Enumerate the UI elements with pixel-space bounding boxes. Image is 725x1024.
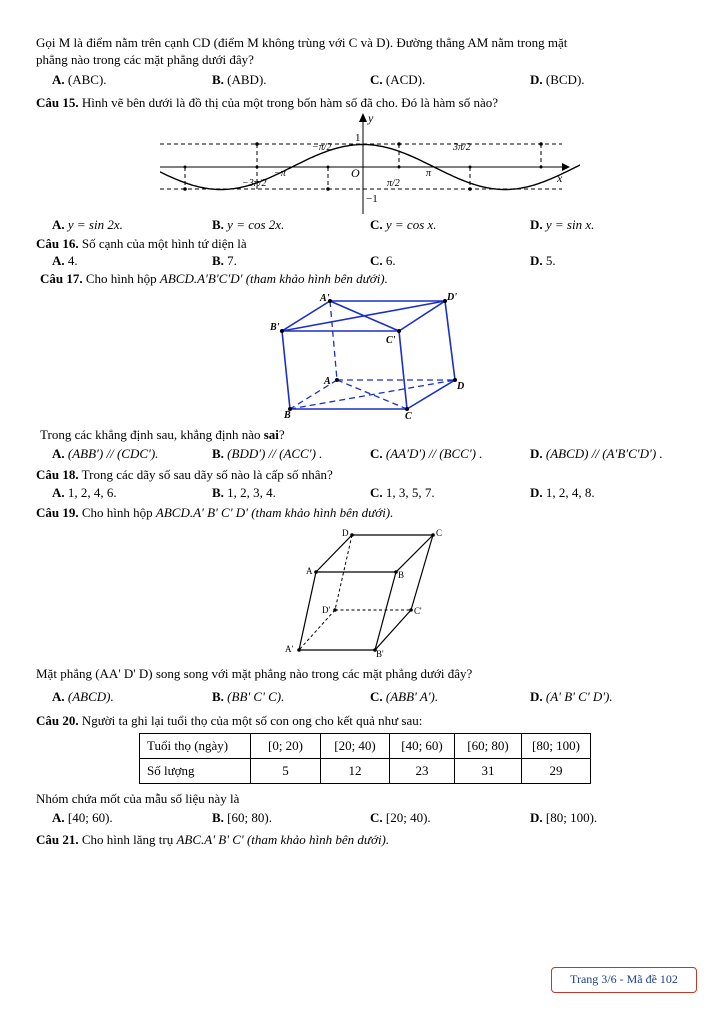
label-d: D xyxy=(457,381,465,392)
parallelepiped-figure-blue xyxy=(262,290,472,422)
table-cell: [20; 40) xyxy=(321,734,390,759)
table-header-lifespan: Tuổi thọ (ngày) xyxy=(140,734,251,759)
question-15: Câu 15. Hình vẽ bên dưới là đồ thị của một trong bốn hàm số đã cho. Đó là hàm số nào? xyxy=(36,95,498,110)
option-d: D. (ABCD) // (A′B′C′D′) . xyxy=(530,446,663,461)
label2-c: C xyxy=(436,528,443,538)
q17-stem: Trong các khẳng định sau, khẳng định nào sai? xyxy=(40,427,285,442)
option-b: B. y = cos 2x. xyxy=(212,217,285,232)
option-a: A. (ABC). xyxy=(52,72,107,87)
intro-line-2: phẳng nào trong các mặt phẳng dưới đây? xyxy=(36,52,254,67)
option-d: D. 1, 2, 4, 8. xyxy=(530,485,595,500)
question-18: Câu 18. Trong các dãy số sau dãy số nào là cấp số nhân? xyxy=(36,467,333,482)
q18-options xyxy=(52,485,702,503)
option-b: B. (BDD′) // (ACC′) . xyxy=(212,446,323,461)
label-a-prime: A' xyxy=(320,293,330,304)
option-b: B. (ABD). xyxy=(212,72,267,87)
x-tick-neg-3pi-2: −3π/2 xyxy=(242,178,267,189)
option-b: B. 7. xyxy=(212,253,237,268)
y-axis-label: y xyxy=(368,111,374,125)
intro-line-1: Gọi M là điểm nằm trên cạnh CD (điểm M không trùng với C và D). Đường thẳng AM nằm trong mặt xyxy=(36,35,568,50)
y-axis-arrow-icon xyxy=(359,113,367,122)
parallelepiped-figure-black xyxy=(278,526,458,660)
option-d: D. (A' B' C' D'). xyxy=(530,689,613,704)
x-tick-pi-2: π/2 xyxy=(387,178,400,189)
box2-vertices xyxy=(297,533,435,652)
option-a: A. 1, 2, 4, 6. xyxy=(52,485,117,500)
box2-hidden-edges xyxy=(299,535,411,650)
label2-d: D xyxy=(342,528,349,538)
label-a: A xyxy=(324,376,331,387)
x-tick-3pi-2: 3π/2 xyxy=(453,142,471,153)
table-row xyxy=(140,759,591,784)
option-c: C. [20; 40). xyxy=(370,810,431,825)
table-cell: [60; 80) xyxy=(455,734,522,759)
origin-label: O xyxy=(351,166,360,180)
option-a: A. 4. xyxy=(52,253,78,268)
q19-options xyxy=(52,689,702,707)
x-tick-neg-pi: −π xyxy=(274,168,286,179)
option-a: A. [40; 60). xyxy=(52,810,113,825)
box2-solid-edges xyxy=(299,535,433,650)
label-d-prime: D' xyxy=(447,292,457,303)
option-c: C. y = cos x. xyxy=(370,217,437,232)
option-c: C. (ACD). xyxy=(370,72,426,87)
option-d: D. [80; 100). xyxy=(530,810,598,825)
option-b: B. 1, 2, 3, 4. xyxy=(212,485,276,500)
table-cell: [80; 100) xyxy=(522,734,591,759)
option-c: C. (AA′D′) // (BCC′) . xyxy=(370,446,483,461)
question-16: Câu 16. Số cạnh của một hình tứ diện là xyxy=(36,236,247,251)
question-20: Câu 20. Người ta ghi lại tuổi thọ của một số con ong cho kết quả như sau: xyxy=(36,713,423,728)
option-b: B. (BB' C' C). xyxy=(212,689,285,704)
label-c-prime: C' xyxy=(386,335,396,346)
y-tick-minus-1: −1 xyxy=(366,193,378,205)
y-tick-1: 1 xyxy=(355,132,361,144)
intro-options xyxy=(52,72,702,90)
q20-options xyxy=(52,810,702,828)
option-b: B. [60; 80). xyxy=(212,810,272,825)
option-c: C. 1, 3, 5, 7. xyxy=(370,485,435,500)
table-cell: 5 xyxy=(251,759,321,784)
x-axis-label: x xyxy=(557,171,563,185)
label2-c-prime: C' xyxy=(414,606,422,616)
label2-d-prime: D' xyxy=(322,605,331,615)
q15-options xyxy=(52,217,702,235)
table-cell: 29 xyxy=(522,759,591,784)
label-b: B xyxy=(284,410,291,421)
q19-stem: Mặt phẳng (AA' D' D) song song với mặt phẳng nào trong các mặt phẳng dưới đây? xyxy=(36,666,473,681)
table-cell: [40; 60) xyxy=(390,734,455,759)
label-c: C xyxy=(405,411,412,422)
question-19: Câu 19. Cho hình hộp ABCD.A' B' C' D' (tham khảo hình bên dưới). xyxy=(36,505,394,520)
q16-options xyxy=(52,253,702,271)
question-21: Câu 21. Cho hình lăng trụ ABC.A' B' C' (tham khảo hình bên dưới). xyxy=(36,832,390,847)
sine-graph xyxy=(160,110,580,216)
label2-a-prime: A' xyxy=(285,644,294,654)
table-row xyxy=(140,734,591,759)
x-tick-pi: π xyxy=(426,168,432,179)
q17-options xyxy=(52,446,702,464)
option-c: C. 6. xyxy=(370,253,396,268)
box-hidden-edges xyxy=(290,301,455,409)
option-a: A. y = sin 2x. xyxy=(52,217,123,232)
option-a: A. (ABCD). xyxy=(52,689,114,704)
label2-b: B xyxy=(398,570,405,580)
table-cell: 12 xyxy=(321,759,390,784)
label-b-prime: B' xyxy=(270,322,280,333)
option-c: C. (ABB' A'). xyxy=(370,689,439,704)
table-cell: 31 xyxy=(455,759,522,784)
option-d: D. y = sin x. xyxy=(530,217,595,232)
option-a: A. (ABB′) // (CDC′). xyxy=(52,446,159,461)
q20-stem: Nhóm chứa mốt của mẫu số liệu này là xyxy=(36,791,240,806)
option-d: D. 5. xyxy=(530,253,556,268)
label2-b-prime: B' xyxy=(376,649,384,659)
x-tick-neg-pi-2: −π/2 xyxy=(312,142,332,153)
table-cell: 23 xyxy=(390,759,455,784)
question-17: Câu 17. Cho hình hộp ABCD.A′B′C′D′ (tham khảo hình bên dưới). xyxy=(40,271,388,286)
label2-a: A xyxy=(306,566,313,576)
table-cell: [0; 20) xyxy=(251,734,321,759)
lifespan-table xyxy=(139,733,591,784)
option-d: D. (BCD). xyxy=(530,72,585,87)
table-header-count: Số lượng xyxy=(140,759,251,784)
page-footer: Trang 3/6 - Mã đề 102 xyxy=(551,967,697,993)
